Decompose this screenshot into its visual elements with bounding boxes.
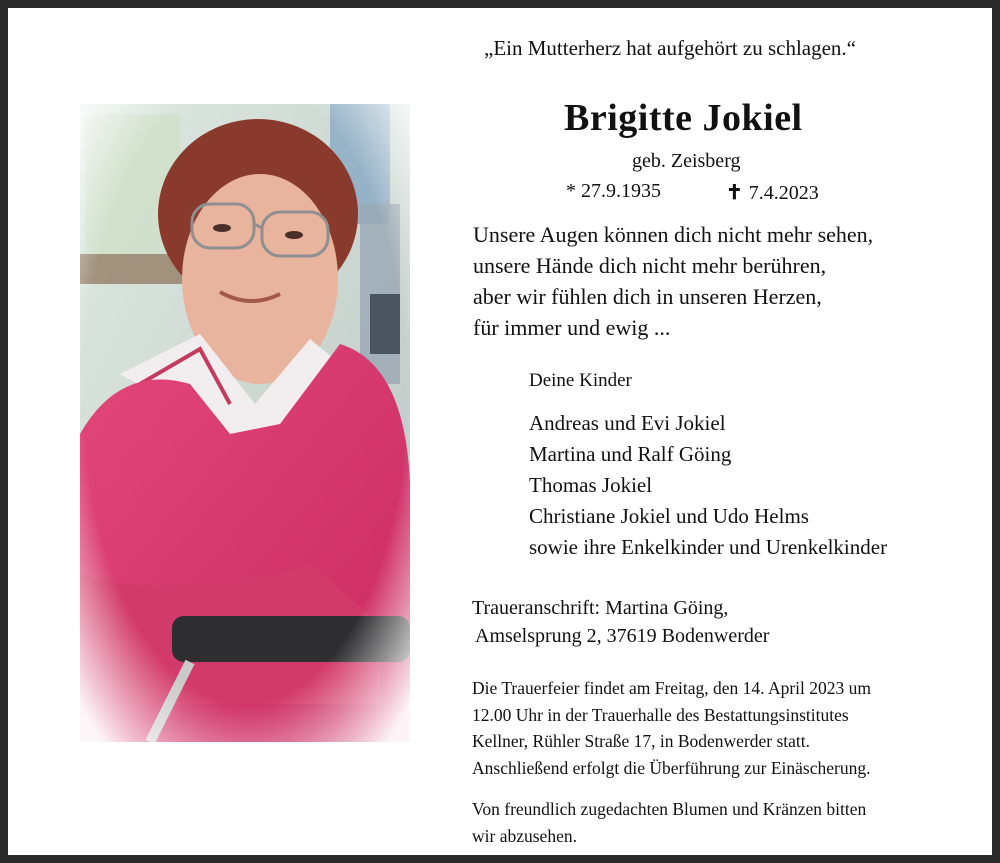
portrait-photo <box>80 104 410 742</box>
service-line: Kellner, Rühler Straße 17, in Bodenwerder statt. <box>472 731 811 751</box>
service-line: Anschließend erfolgt die Überführung zur Einäscherung. <box>472 757 871 778</box>
mourners-list <box>529 408 887 563</box>
mourning-address <box>472 594 769 650</box>
service-line: 12.00 Uhr in der Trauerhalle des Bestattungsinstitutes <box>472 704 849 725</box>
poem <box>473 219 873 343</box>
poem-line: aber wir fühlen dich in unseren Herzen, <box>473 284 822 309</box>
maiden-name: geb. Zeisberg <box>632 150 741 172</box>
mourner-entry: Martina und Ralf Göing <box>529 442 732 466</box>
death-date: 7.4.2023 <box>748 182 819 204</box>
mourner-entry: sowie ihre Enkelkinder und Urenkelkinder <box>529 535 888 559</box>
death-date-line <box>726 180 819 205</box>
address-line: Traueranschrift: Martina Göing, <box>472 597 729 619</box>
birth-date: * 27.9.1935 <box>566 180 661 202</box>
address-line: Amselsprung 2, 37619 Bodenwerder <box>475 625 770 647</box>
request-line: wir abzusehen. <box>472 825 577 846</box>
mourner-entry: Andreas und Evi Jokiel <box>529 411 726 435</box>
cross-icon: ✝ <box>726 182 743 204</box>
service-line: Die Trauerfeier findet am Freitag, den 14. April 2023 um <box>472 678 872 698</box>
poem-line: unsere Hände dich nicht mehr berühren, <box>473 253 827 278</box>
deceased-name: Brigitte Jokiel <box>564 97 803 139</box>
flowers-request <box>472 796 866 849</box>
mourner-entry: Thomas Jokiel <box>529 473 653 497</box>
mourners-intro: Deine Kinder <box>529 370 632 391</box>
poem-line: Unsere Augen können dich nicht mehr sehen, <box>473 222 874 247</box>
funeral-service-info <box>472 675 871 781</box>
poem-line: für immer und ewig ... <box>473 315 671 340</box>
request-line: Von freundlich zugedachten Blumen und Kränzen bitten <box>472 799 867 819</box>
mourner-entry: Christiane Jokiel und Udo Helms <box>529 504 809 528</box>
memorial-quote: „Ein Mutterherz hat aufgehört zu schlagen.“ <box>484 36 857 60</box>
